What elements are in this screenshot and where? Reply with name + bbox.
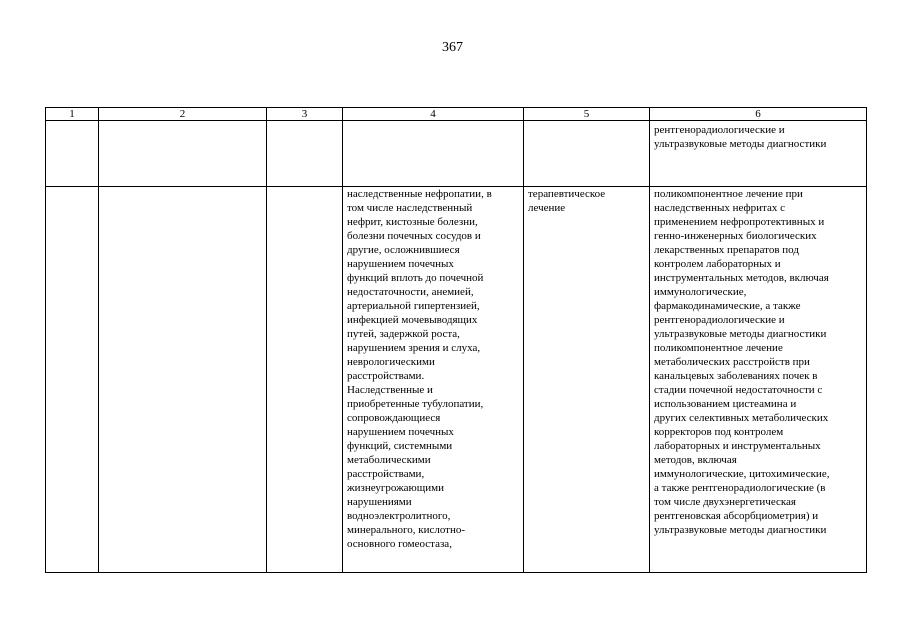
table-cell — [267, 187, 343, 573]
table-row — [46, 187, 867, 573]
column-header-2: 2 — [99, 108, 267, 121]
table-cell — [267, 121, 343, 187]
page-number: 367 — [442, 40, 463, 55]
column-header-4: 4 — [343, 108, 524, 121]
treatment-type-cell: терапевтическое лечение — [524, 187, 650, 573]
table-cell — [46, 121, 99, 187]
table-cell — [99, 187, 267, 573]
table-cell — [99, 121, 267, 187]
diagnosis-cell: наследственные нефропатии, в том числе наследственный нефрит, кистозные болезни, болезни почечных сосудов и другие, осложнившиеся нарушением почечных функций вплоть до почечной недостаточности, анемией, артериальной гипертензией, инфекцией мочевыводящих путей, задержкой роста, нарушением зрения и слуха, неврологическими расстройствами. Наследственные и приобретенные тубулопатии, сопровождающиеся нарушением почечных функций, системными метаболическими расстройствами, жизнеугрожающими нарушениями водноэлектролитного, минерального, кислотно- основного гомеостаза, — [343, 187, 524, 573]
document-table — [45, 107, 867, 573]
table-cell — [343, 121, 524, 187]
table-cell — [524, 121, 650, 187]
table-cell — [46, 187, 99, 573]
column-header-5: 5 — [524, 108, 650, 121]
table-row — [46, 121, 867, 187]
table-header-row — [46, 108, 867, 121]
diagnostic-methods-cell: рентгенорадиологические и ультразвуковые методы диагностики — [650, 121, 867, 187]
treatment-method-cell: поликомпонентное лечение при наследственных нефритах с применением нефропротективных и генно-инженерных биологических лекарственных препаратов под контролем лабораторных и инструментальных методов, включая иммунологические, фармакодинамические, а также рентгенорадиологические и ультразвуковые методы диагностики поликомпонентное лечение метаболических расстройств при канальцевых заболеваниях почек в стадии почечной недостаточности с использованием цистеамина и других селективных метаболических корректоров под контролем лабораторных и инструментальных методов, включая иммунологические, цитохимические, а также рентгенорадиологические (в том числе двухэнергетическая рентгеновская абсорбциометрия) и ультразвуковые методы диагностики — [650, 187, 867, 573]
column-header-1: 1 — [46, 108, 99, 121]
column-header-3: 3 — [267, 108, 343, 121]
column-header-6: 6 — [650, 108, 867, 121]
